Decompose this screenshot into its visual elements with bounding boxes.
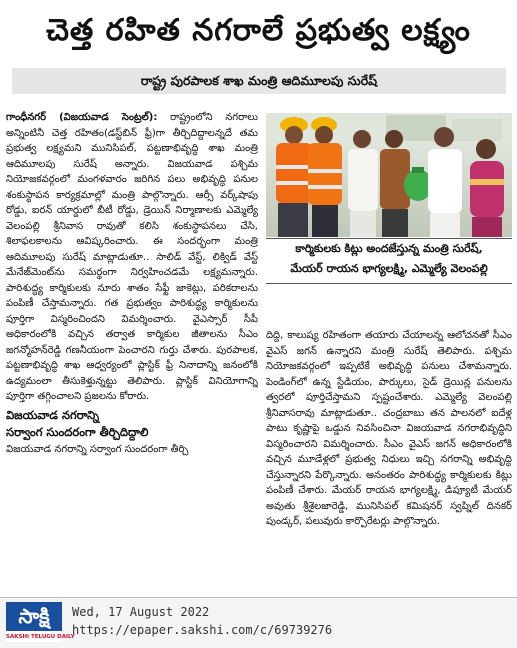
article-body-left — [6, 110, 258, 405]
publication-date: Wed, 17 August 2022 — [72, 605, 210, 619]
sakshi-logo-text: సాక్షి — [6, 602, 62, 631]
section-heading-line-2: సర్వాంగ సుందరంగా తీర్చిదిద్దాలి — [6, 424, 149, 439]
epaper-link[interactable]: https://epaper.sakshi.com/c/69739276 — [72, 623, 333, 637]
sakshi-logo — [6, 602, 75, 642]
news-photo-image — [266, 113, 512, 237]
news-photo — [266, 113, 512, 237]
article-body-left-end: విజయవాడ నగరాన్ని సర్వాంగ సుందరంగా తీర్చి — [6, 443, 189, 455]
photo-caption — [266, 238, 512, 284]
footer-bar — [0, 597, 517, 648]
article-body-left-text: రాష్ట్రంలోని నగరాలు అన్నింటినీ చెత్త రహితం(డస్ట్‌బిన్ ఫ్రీ)గా తీర్చిదిద్దాలన్నదే తమ ప్రభుత్వ లక్ష్యమని మునిసిపల్, పట్టణాభివృద్ధి శాఖ మంత్రి ఆదిమూలపు సురేష్ అన్నారు. విజయవాడ పశ్చిమ నియోజకవర్గంలో మంగళవారం జరిగిన పలు అభివృద్ధి పనుల శంకుస్థాపన కార్యక్రమాల్లో మంత్రి పాల్గొన్నారు. ఆర్సీ వర్క్‌షాపు రోడ్డు, ఐరన్ యార్డులో బీటీ రోడ్డు, డ్రెయిన్ నిర్మాణాలకు ఎమ్మెల్యే వెలంపల్లి శ్రీనివాస రావుతో కలిసి శంకుస్థాపనలు చేసి, శిలాఫలకాలను ఆవిష్కరించారు. ఈ సందర్భంగా మంత్రి ఆదిమూలపు సురేష్ మాట్లాడుతూ.. సాలిడ్ వేస్ట్, లిక్విడ్ వేస్ట్ మేనేజ్‌మెంట్‌ను సమర్థంగా నిర్వహించడమే లక్ష్యమన్నారు. పారిశుద్ధ్య కార్మికులకు నూరు శాతం సేఫ్టీ జాకెట్లు, పరికరాలను పంపిణీ చేస్తామన్నారు. గత ప్రభుత్వం పారిశుద్ధ్య కార్మికులను పూర్తిగా విస్మరించిందని విమర్శించారు. వైఎస్సార్ సీపీ అధికారంలోకి వచ్చిన తర్వాత కార్మికుల జీతాలను సీఎం జగన్మోహన్‌రెడ్డి గణనీయంగా పెంచారని గుర్తు చేశారు. పురపాలక, పట్టణాభివృద్ధి శాఖ ఆధ్వర్యంలో ప్లాస్టిక్ ఫ్రీ నినాదాన్ని జనంలోకి ఉద్యమంలా తీసుకెళ్తున్నట్టు తెలిపారు. ప్లాస్టిక్ వినియోగాన్ని పూర్తిగా తగ్గించాలని ప్రజలను కోరారు. — [6, 112, 258, 402]
article-headline: చెత్త రహిత నగరాలే ప్రభుత్వ లక్ష్యం — [46, 13, 471, 48]
article-right-column — [266, 328, 512, 592]
article-body-right: దిద్ది, కాలుష్య రహితంగా తయారు చేయాలన్న ఆలోచనతో సీఎం వైఎస్ జగన్ ఉన్నారని మంత్రి సురేష్ తెలిపారు. పశ్చిమ నియోజకవర్గంలో ఇప్పటికే అభివృద్ధి పనులు చేశామన్నారు. పెండింగ్‌లో ఉన్న స్టేడియం, పార్కులు, సైడ్ డ్రెయిన్ల పనులను త్వరలో పూర్తిచేస్తామని స్పష్టంచేశారు. ఎమ్మెల్యే వెలంపల్లి శ్రీనివాసరావు మాట్లాడుతూ.. చంద్రబాబు తన పాలనలో ఐదేళ్ల పాటు కృష్ణాపై ఒడ్డున నివసించినా విజయవాడ నగరాభివృద్ధిని విస్మరించారని విమర్శించారు. సీఎం వైఎస్ జగన్ అధికారంలోకి వచ్చిన మూడేళ్లలో ప్రభుత్వ నిధులు ఇచ్చి నగరాన్ని అభివృద్ధి చేస్తున్నారని పేర్కొన్నారు. అనంతరం పారిశుద్ధ్య కార్మికులకు కిట్లు పంపిణీ చేశారు. మేయర్ రాయన భాగ్యలక్ష్మి, డిప్యూటీ మేయర్ అవుతు శ్రీశైలజారెడ్డి, మునిసిపల్ కమిషనర్ స్వప్నిల్ దినకర్ పుండ్కర్, పలువురు కార్పొరేటర్లు పాల్గొన్నారు. — [266, 330, 512, 527]
article-dateline: గాంధీనగర్ (విజయవాడ సెంట్రల్): — [6, 112, 158, 123]
section-heading-line-1: విజయవాడ నగరాన్ని — [6, 407, 100, 422]
section-heading — [6, 407, 258, 441]
article-subheadline: రాష్ట్ర పురపాలక శాఖ మంత్రి ఆదిమూలపు సురేష్ — [12, 68, 506, 94]
photo-caption-line-1: కార్మికులకు కిట్లు అందజేస్తున్న మంత్రి సురేష్, — [295, 242, 483, 255]
photo-caption-line-2: మేయర్ రాయన భాగ్యలక్ష్మి, ఎమ్మెల్యే వెలంపల్లి — [290, 262, 488, 275]
sakshi-logo-subtext: SAKSHI TELUGU DAILY — [6, 634, 75, 640]
article-left-column — [6, 110, 258, 592]
